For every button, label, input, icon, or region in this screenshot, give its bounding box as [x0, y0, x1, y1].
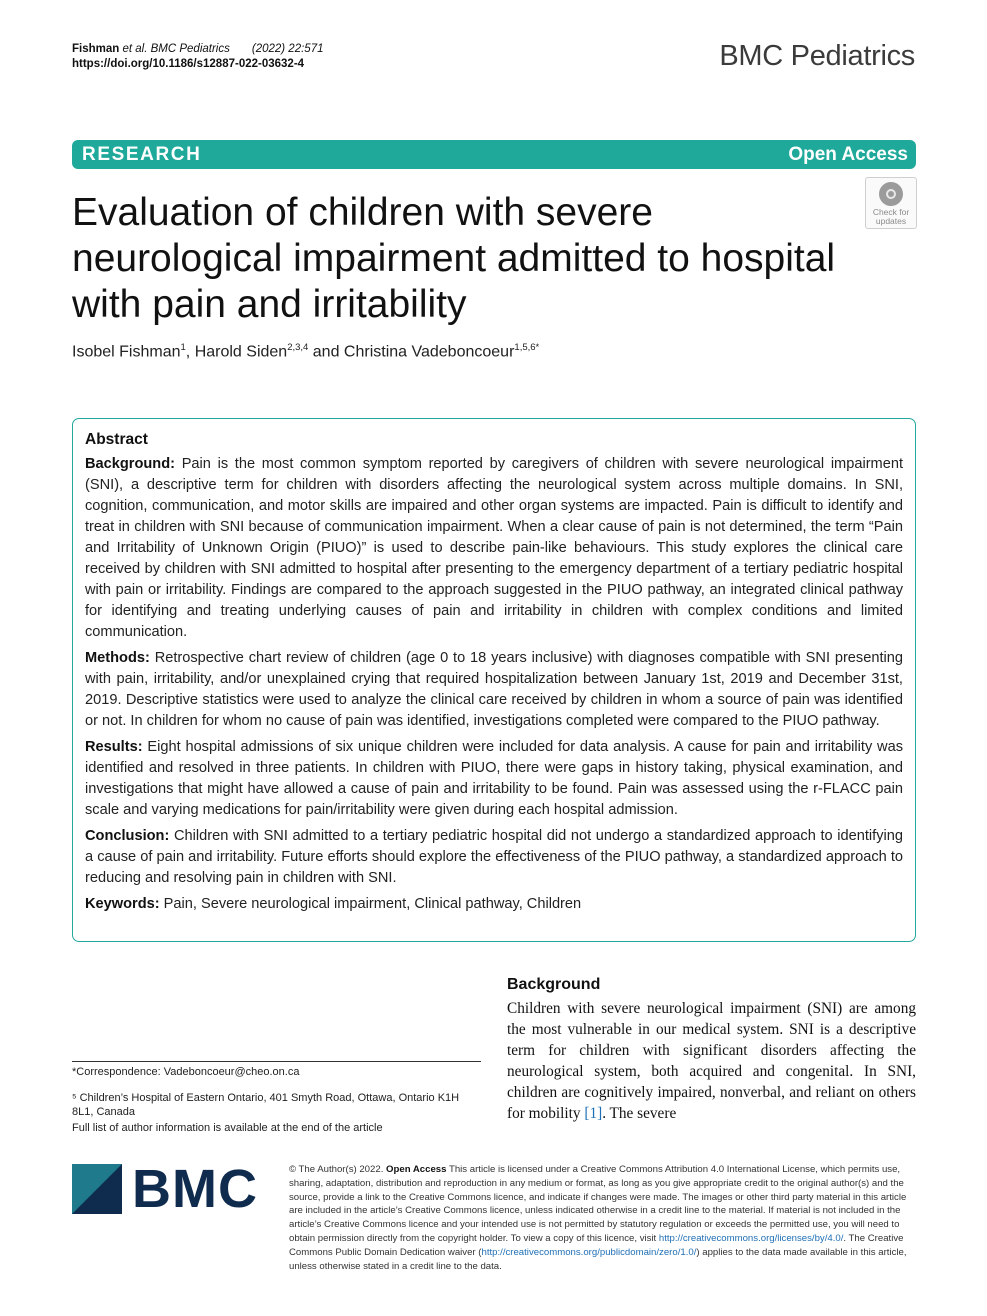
author-affiliation: 1	[180, 342, 186, 353]
journal-name: BMC Pediatrics	[719, 40, 915, 72]
license-text	[289, 1163, 916, 1273]
background-paragraph	[507, 998, 916, 1124]
bookmark-icon	[879, 182, 903, 206]
author-name[interactable]: Isobel Fishman	[72, 343, 181, 361]
author-separator: ,	[185, 343, 195, 361]
open-access-label: Open Access	[788, 143, 908, 165]
abstract-conclusion	[85, 826, 903, 889]
section-label: Methods:	[85, 650, 150, 666]
article-title: Evaluation of children with severe neurological impairment admitted to hospital with pain and irritability	[72, 191, 836, 326]
footnote-divider	[72, 1061, 481, 1062]
citation-block	[72, 42, 324, 72]
check-updates-line2: updates	[875, 216, 907, 226]
license-link[interactable]: http://creativecommons.org/licenses/by/4.0/	[658, 1232, 844, 1244]
check-updates-line1: Check for	[872, 207, 910, 217]
cite-year: (2022) 22:571	[251, 43, 324, 55]
abstract-box	[72, 418, 916, 942]
section-label: Results:	[85, 739, 143, 755]
public-domain-link[interactable]: http://creativecommons.org/publicdomain/zero/1.0/	[481, 1246, 697, 1258]
abstract-results	[85, 737, 903, 821]
abstract-keywords	[85, 894, 903, 915]
section-text: Children with SNI admitted to a tertiary pediatric hospital did not undergo a standardized approach to identifying a cause of pain and irritability. Future efforts should explore the effectiveness of the PIUO pathway, a standardized approach to reducing and resolving pain in children with SNI.	[85, 828, 903, 886]
cite-authors: Fishman	[72, 43, 120, 55]
check-for-updates-button[interactable]	[865, 177, 917, 229]
section-text: Eight hospital admissions of six unique children were included for data analysis. A cause for pain and irritability was identified and resolved in three patients. In children with PIUO, there were gaps in history taking, physical examination, and investigations that might have allowed a cause of pain and irritability to be found. Pain was assessed using the r-FLACC pain scale and varying medications for pain/irritability were given during each hospital admission.	[85, 739, 904, 818]
article-type-band	[72, 140, 916, 169]
doi-link[interactable]: https://doi.org/10.1186/s12887-022-03632-4	[72, 58, 305, 70]
abstract-background	[85, 454, 903, 643]
section-text: Pain is the most common symptom reported by caregivers of children with severe neurological impairment (SNI), a descriptive term for children with disorders affecting the neurological system across multiple domains. In SNI, cognition, communication, and motor skills are impaired and other organ systems are impacted. Pain is difficult to identify and treat in children with SNI because of communication impairment. When a clear cause of pain is not determined, the term “Pain and Irritability of Unknown Origin (PIUO)” is used to describe pain-like behaviours. This study explores the clinical care received by children with SNI admitted to hospital after presenting to the emergency department of a tertiary pediatric hospital with pain or irritability. Findings are compared to the approach suggested in the PIUO pathway, an integrated clinical pathway for identifying and treating underlying causes of pain and irritability in children with complex conditions and limited communication.	[85, 456, 903, 640]
author-affiliation: 1,5,6*	[514, 342, 540, 353]
abstract-methods	[85, 648, 903, 732]
cite-journal: et al. BMC Pediatrics	[119, 43, 230, 55]
section-label: Conclusion:	[85, 828, 170, 844]
section-label: Keywords:	[85, 896, 160, 912]
section-label: Background:	[85, 456, 175, 472]
license-body: ) applies to the data made available in this article, unless otherwise stated in a credit line to the data.	[289, 1246, 907, 1272]
author-info-footnote: Full list of author information is available at the end of the article	[72, 1122, 383, 1134]
bmc-logo-text: BMC	[132, 1159, 258, 1219]
bmc-logo-mark-icon	[72, 1164, 122, 1214]
author-separator: and	[308, 343, 344, 361]
section-text: Pain, Severe neurological impairment, Clinical pathway, Children	[163, 896, 582, 912]
author-name[interactable]: Christina Vadeboncoeur	[343, 343, 515, 361]
correspondence-footnote: *Correspondence: Vadeboncoeur@cheo.on.ca	[72, 1066, 300, 1078]
section-text: Retrospective chart review of children (age 0 to 18 years inclusive) with diagnoses compatible with SNI presenting with pain, irritability, and/or unexplained crying that required hospitalization between January 1st, 2019 and December 31st, 2019. Descriptive statistics were used to analyze the clinical care received by children in whom a source of pain was identified or not. In children for whom no cause of pain was identified, investigations completed were compared to the PIUO pathway.	[85, 650, 903, 729]
license-body: . The Creative Commons Public Domain Dedication waiver (	[289, 1232, 904, 1258]
copyright: © The Author(s) 2022.	[289, 1164, 384, 1175]
background-heading: Background	[507, 976, 601, 993]
paragraph-text: . The severe	[602, 1105, 677, 1122]
bmc-logo	[72, 1159, 272, 1219]
author-list	[72, 342, 539, 361]
paragraph-text: Children with severe neurological impairment (SNI) are among the most vulnerable in our medical system. SNI is a descriptive term for children with significant disorders affecting the neurological system, both acquired and congenital. In SNI, children are cognitively impaired, nonverbal, and reliant on others for mobility	[507, 1000, 916, 1122]
article-type-label: RESEARCH	[82, 143, 202, 165]
author-affiliation: 2,3,4	[287, 342, 309, 353]
open-access-bold: Open Access	[386, 1164, 447, 1175]
license-body: This article is licensed under a Creative Commons Attribution 4.0 International License, which permits use, sharing, adaptation, distribution and reproduction in any medium or format, as long as you give appropriate credit to the original author(s) and the source, provide a link to the Creative Commons licence, and indicate if changes were made. The images or other third party material in this article are included in the article’s Creative Commons licence, unless indicated otherwise in a credit line to the material. If material is not included in the article’s Creative Commons licence and your intended use is not permitted by statutory regulation or exceeds the permitted use, you will need to obtain permission directly from the copyright holder. To view a copy of this licence, visit	[289, 1164, 907, 1244]
reference-link[interactable]: [1]	[584, 1105, 603, 1122]
author-name[interactable]: Harold Siden	[194, 343, 288, 361]
abstract-heading: Abstract	[85, 431, 148, 448]
affiliation-footnote: ⁵ Children’s Hospital of Eastern Ontario, 401 Smyth Road, Ottawa, Ontario K1H 8L1, Canada	[72, 1092, 460, 1118]
